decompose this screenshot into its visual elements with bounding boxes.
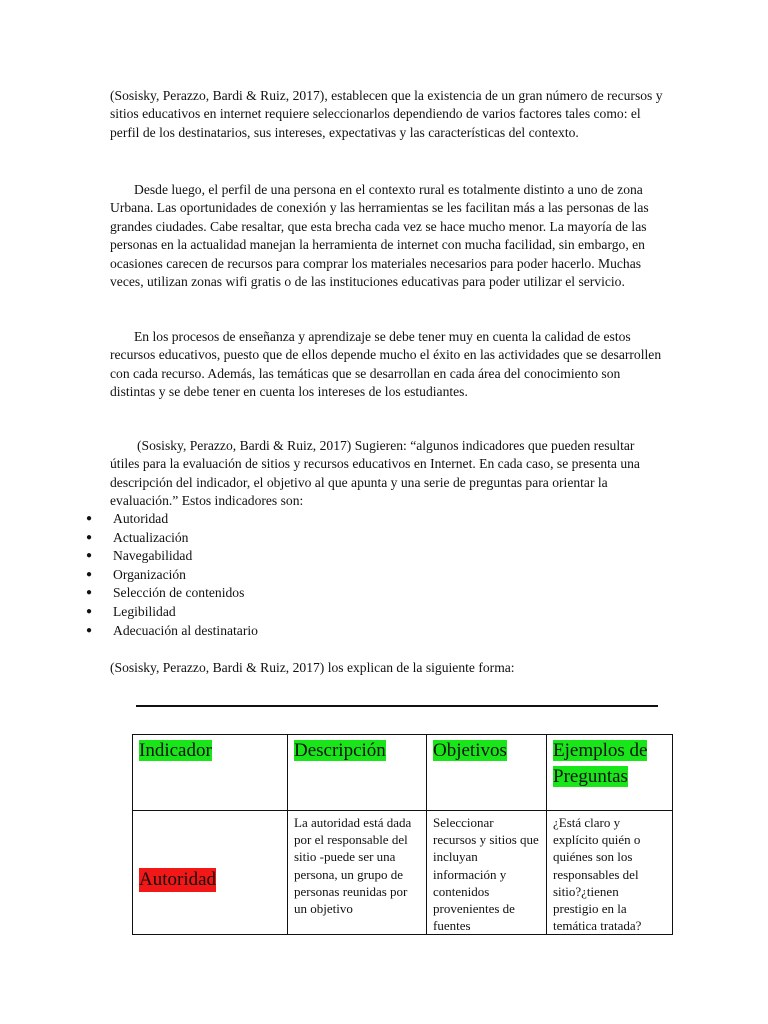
bullet-icon: ● <box>86 605 93 617</box>
header-cell-descripcion <box>288 735 427 811</box>
header-ejemplos-preguntas: Ejemplos de Preguntas <box>553 740 648 787</box>
bullet-icon: ● <box>86 624 93 636</box>
cell-objective <box>427 811 547 935</box>
paragraph-rural-context: Desde luego, el perfil de una persona en el contexto rural es totalmente distinto a uno de zona Urbana. Las oportunidades de conexión y las herramientas se les facilitan más a las personas de las grandes ciudades. Cabe resaltar, que esta brecha cada vez se hace mucho menor. La mayoría de las personas en la actualidad manejan la herramienta de internet con mucha facilidad, sin embargo, en ocasiones carecen de recursos para comprar los materiales necesarios para poder hacerlo. Muchas veces, utilizan zonas wifi gratis o de las instituciones educativas para poder utilizar el servicio. <box>110 182 649 290</box>
objective-text: Seleccionar recursos y sitios que incluyan información y contenidos provenientes de fuentes <box>433 815 539 934</box>
list-item: ● Selección de contenidos <box>84 584 258 603</box>
paragraph-quality: En los procesos de enseñanza y aprendizaje se debe tener muy en cuenta la calidad de estos recursos educativos, puesto que de ellos depende mucho el éxito en las actividades que se desarrollen con cada recurso. Además, las temáticas que se desarrollan en cada área del conocimiento son distintas y se debe tener en cuenta los intereses de los estudiantes. <box>110 329 662 400</box>
citation-line: (Sosisky, Perazzo, Bardi & Ruiz, 2017) los explican de la siguiente forma: <box>110 660 515 675</box>
list-item: ● Autoridad <box>84 510 258 529</box>
paragraph-intro: (Sosisky, Perazzo, Bardi & Ruiz, 2017), establecen que la existencia de un gran número de recursos y sitios educativos en internet requiere seleccionarlos dependiendo de varios factores tales como: el perfil de los destinatarios, sus intereses, expectativas y las características del contexto. <box>110 88 663 140</box>
bullet-icon: ● <box>86 568 93 580</box>
bullet-icon: ● <box>86 531 93 543</box>
bullet-icon: ● <box>86 587 93 599</box>
header-cell-indicador <box>133 735 288 811</box>
cell-questions <box>547 811 673 935</box>
questions-text: ¿Está claro y explícito quién o quiénes son los responsables del sitio?¿tienen prestigio en la temática tratada? <box>553 815 642 934</box>
list-item: ● Actualización <box>84 529 258 548</box>
list-item: ● Legibilidad <box>84 603 258 622</box>
header-objetivos: Objetivos <box>433 740 507 761</box>
list-item: ● Adecuación al destinatario <box>84 622 258 641</box>
bullet-icon: ● <box>86 513 93 524</box>
description-text: La autoridad está dada por el responsable del sitio -puede ser una persona, un grupo de personas reunidas por un objetivo <box>294 815 412 917</box>
bullet-icon: ● <box>86 550 93 562</box>
indicators-table <box>132 734 673 935</box>
header-cell-ejemplos <box>547 735 673 811</box>
table-header-row <box>133 735 673 811</box>
table-row <box>133 811 673 935</box>
header-indicador: Indicador <box>139 740 212 761</box>
cell-description <box>288 811 427 935</box>
header-descripcion: Descripción <box>294 740 386 761</box>
horizontal-divider <box>136 705 658 707</box>
indicator-name: Autoridad <box>139 869 217 890</box>
list-item: ● Navegabilidad <box>84 547 258 566</box>
cell-indicator <box>133 811 288 935</box>
paragraph-indicators: (Sosisky, Perazzo, Bardi & Ruiz, 2017) Sugieren: “algunos indicadores que pueden resultar útiles para la evaluación de sitios y recursos educativos en Internet. En cada caso, se presenta una descripción del indicador, el objetivo al que apunta y una serie de preguntas para orientar la evaluación.” Estos indicadores son: <box>110 438 640 509</box>
list-item: ● Organización <box>84 566 258 585</box>
header-cell-objetivos <box>427 735 547 811</box>
indicator-list <box>84 510 258 640</box>
